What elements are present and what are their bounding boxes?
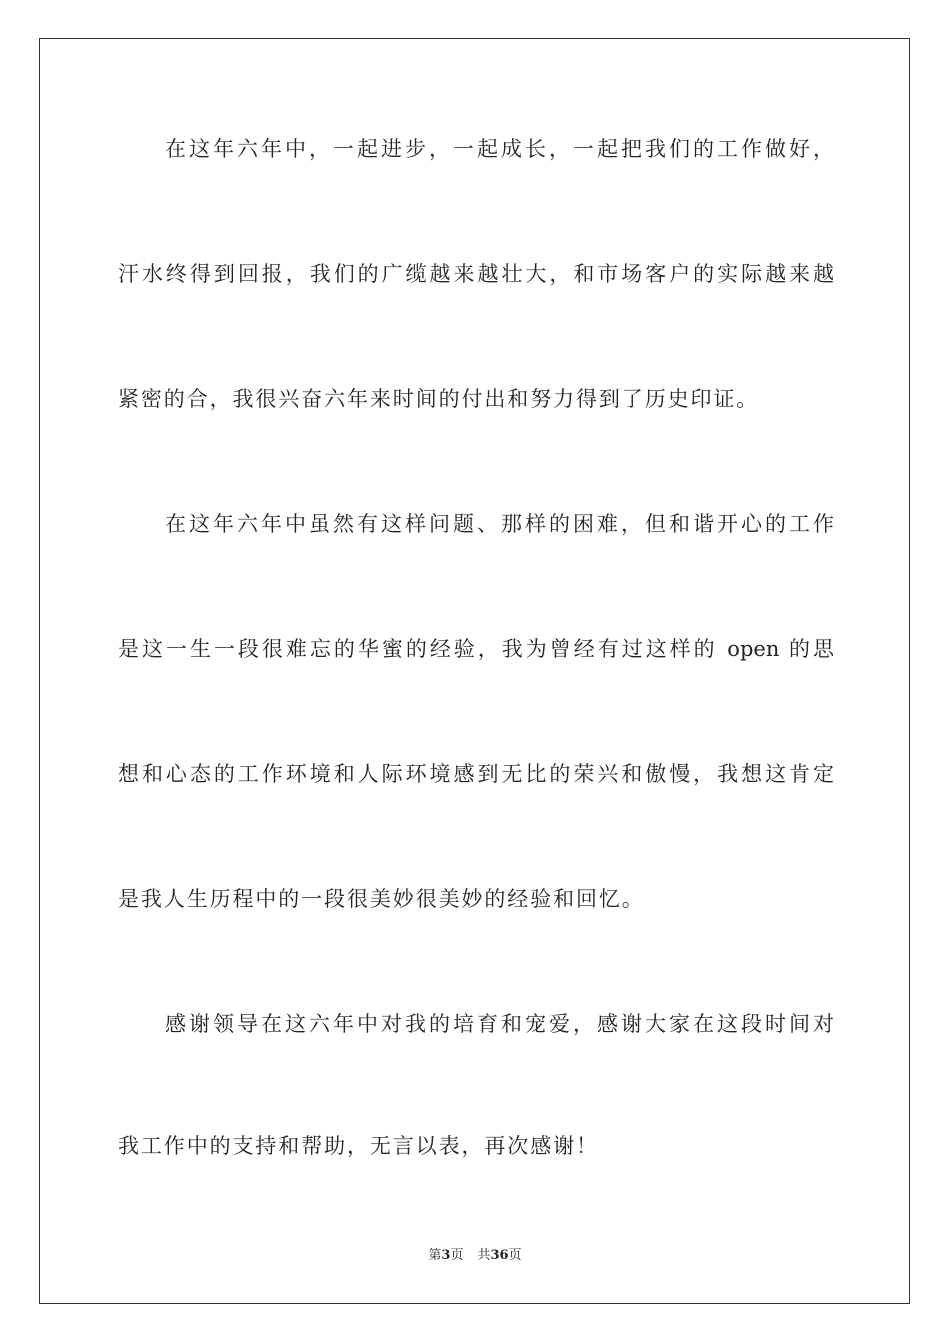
paragraph-3-line-2: 我工作中的支持和帮助，无言以表，再次感谢！ [118, 1134, 599, 1158]
page-suffix: 页 [450, 1248, 464, 1263]
total-prefix: 共 [477, 1248, 491, 1263]
paragraph-2-line-4: 是我人生历程中的一段很美妙很美妙的经验和回忆。 [118, 887, 645, 911]
paragraph-2-line-2: 是这一生一段很难忘的华蜜的经验，我为曾经有过这样的 open 的思 [118, 637, 834, 661]
total-pages: 36 [490, 1248, 509, 1263]
page-prefix: 第 [428, 1248, 442, 1263]
paragraph-1-line-2: 汗水终得到回报，我们的广缆越来越壮大，和市场客户的实际越来越 [118, 262, 834, 286]
page-number: 3 [441, 1248, 451, 1263]
paragraph-3-line-1: 感谢领导在这六年中对我的培育和宠爱，感谢大家在这段时间对 [165, 1012, 834, 1036]
paragraph-2-line-1: 在这年六年中虽然有这样问题、那样的困难，但和谐开心的工作 [165, 512, 834, 536]
page-footer [0, 1247, 950, 1265]
paragraph-1-line-3: 紧密的合，我很兴奋六年来时间的付出和努力得到了历史印证。 [118, 387, 760, 411]
page-border [39, 38, 910, 1304]
paragraph-1-line-1: 在这年六年中，一起进步，一起成长，一起把我们的工作做好， [165, 137, 834, 161]
total-suffix: 页 [508, 1248, 522, 1263]
paragraph-2-line-3: 想和心态的工作环境和人际环境感到无比的荣兴和傲慢，我想这肯定 [118, 762, 834, 786]
